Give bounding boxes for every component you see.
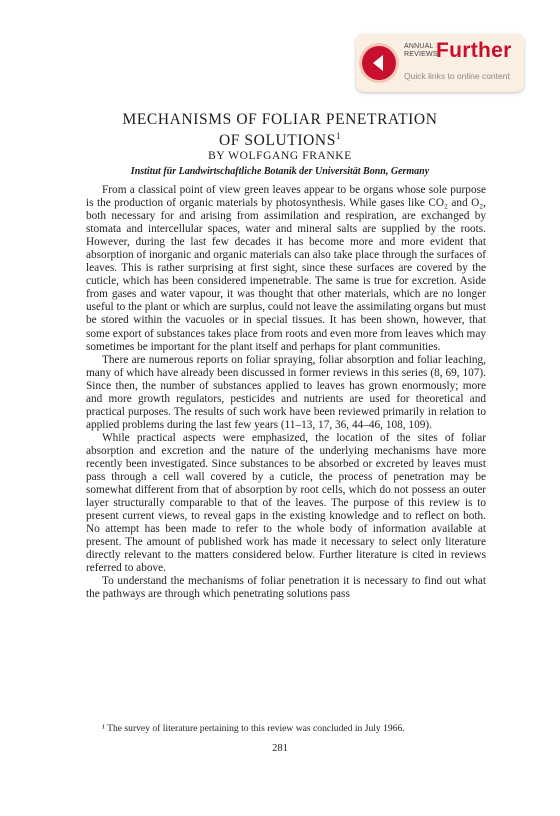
play-arrow-icon (362, 46, 396, 80)
author-affiliation: Institut für Landwirtschaftliche Botanik der Universität Bonn, Germany (130, 166, 430, 177)
annual-reviews-further-badge[interactable] (356, 34, 524, 92)
article-title: MECHANISMS OF FOLIAR PENETRATION OF SOLUTIONS$^1$ (122, 111, 438, 150)
quick-links-link[interactable]: Quick links to online content (404, 71, 510, 81)
paragraph-4: To understand the mechanisms of foliar penetration it is necessary to find out what the pathways are through which penetrating solutions pass (86, 575, 486, 601)
paragraph-2: There are numerous reports on foliar spraying, foliar absorption and foliar leaching, many of which have already been discussed in former reviews in this series (8, 69, 107). Since then, the number of substances applied to leaves has grown enormously; more and more growth regulators, pesticides and nutrients are used for theoretical and practical purposes. The results of such work have been reviewed primarily in relation to applied problems during the last few years (11–13, 17, 36, 44–46, 108, 109). (86, 353, 486, 431)
footnote: ¹ The survey of literature pertaining to this review was concluded in July 1966. (102, 723, 405, 734)
article-body (86, 184, 486, 602)
further-logo-text: Further (436, 39, 512, 62)
title-footnote-marker[interactable]: 1 (335, 131, 342, 141)
paragraph-3: While practical aspects were emphasized, the location of the sites of foliar absorption and excretion and the nature of the underlying mechanisms have more recently been investigated. Since substances to be absorbed or excreted by leaves must pass through a cell wall covered by a cuticle, the process of penetration may be somewhat different from that of absorption by root cells, which do not possess an outer layer structurally comparable to that of the leaves. The purpose of this review is to present current views, to reveal gaps in the existing knowledge and to reflect on both. No attempt has been made to refer to the whole body of information available at present. The amount of published work has made it necessary to select only literature directly relevant to the matters considered below. Further literature is cited in reviews referred to above. (86, 431, 486, 575)
annual-reviews-logo-text: ANNUAL REVIEWS (404, 43, 438, 58)
paragraph-1: From a classical point of view green leaves appear to be organs whose sole purpose is the production of organic materials by photosynthesis. While gases like CO₂ and O₂, both necessary for and arising from assimilation and respiration, are exchanged by stomata and intercellular spaces, water and mineral salts are supplied by the roots. However, during the last few decades it has become more and more evident that absorption of inorganic and organic materials can also take place through the surfaces of leaves. This is rather surprising at first sight, since these surfaces are covered by the cuticle, which has been considered impenetrable. The same is true for excretion. Aside from gases and water vapour, it was thought that other materials, which are no longer useful to the plant or which are surplus, could not leave the assimilating organs but must be stored within the vacuoles or in special tissues. It has been shown, however, that some export of substances takes place from roots and even more from leaves which may sometimes be important for the plant itself and perhaps for plant communities. (86, 184, 486, 353)
author-byline: BY WOLFGANG FRANKE (208, 150, 352, 162)
page-number: 281 (272, 743, 288, 754)
